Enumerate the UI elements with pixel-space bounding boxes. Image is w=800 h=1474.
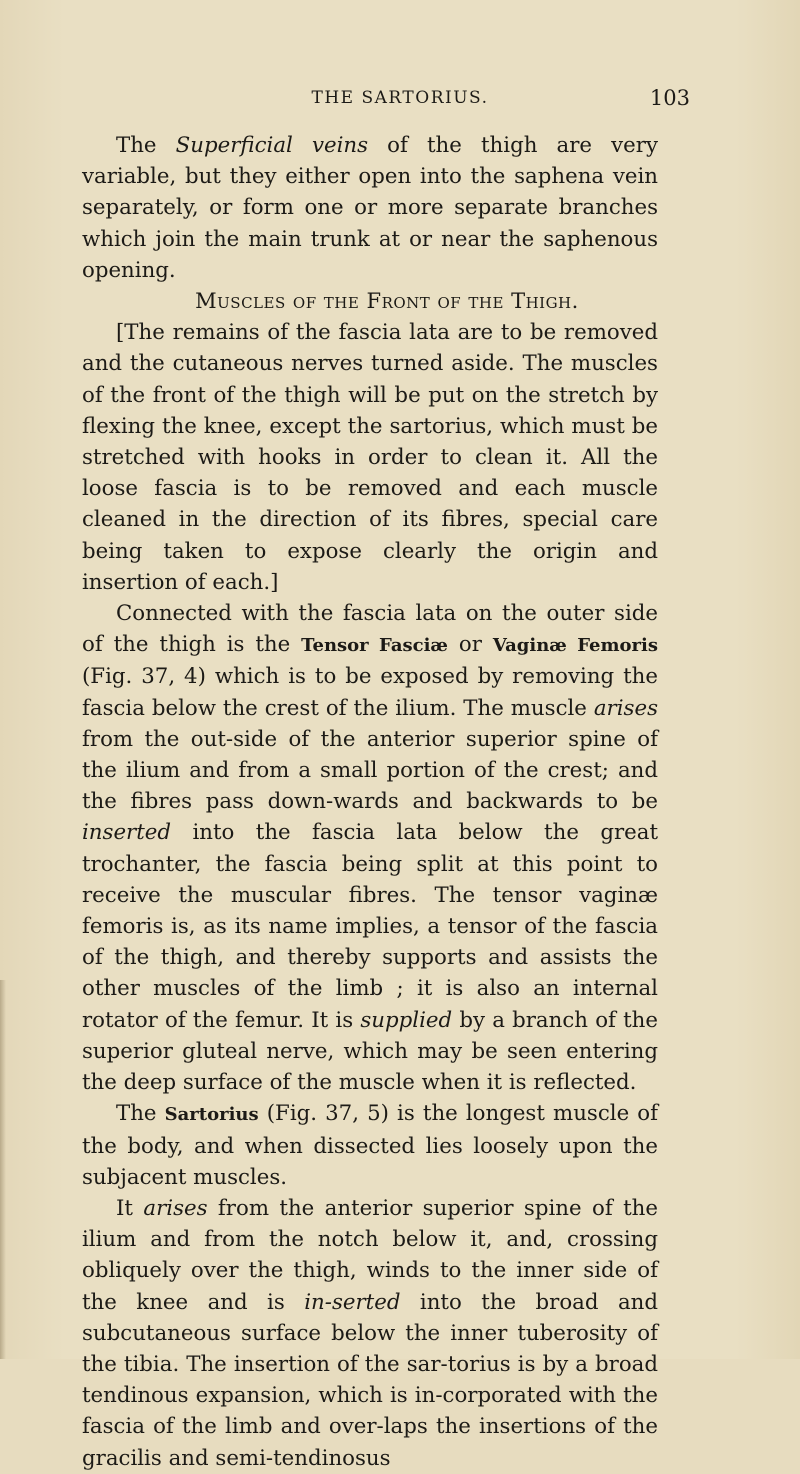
body-text: [82, 130, 658, 1474]
text-run: The: [116, 1101, 165, 1127]
paragraph-sartorius-origin: [82, 1193, 658, 1474]
page-header: [0, 86, 800, 116]
italic-term: in-serted: [304, 1289, 401, 1315]
text-run: from the anterior superior spine of the ilium and from the notch below it, and, crossing obliquely over the thigh, winds to the inner side of the knee and is: [82, 1195, 658, 1315]
bold-term: Tensor Fasciæ: [301, 635, 448, 657]
paragraph-superficial-veins: [82, 130, 658, 286]
text-run: or: [448, 632, 493, 658]
italic-term: arises: [593, 695, 658, 721]
page-edge-shadow: [0, 980, 6, 1359]
text-run: [The remains of the fascia lata are to be removed and the cutaneous nerves turned aside. The muscles of the front of the thigh will be put on the stretch by flexing the knee, except the sartorius, which must be stretched with hooks in order to clean it. All the loose fascia is to be removed and each muscle cleaned in the direction of its fibres, special care being taken to expose clearly the origin and insertion of each.]: [82, 320, 658, 595]
text-run: (Fig. 37, 5) is the longest muscle of the body, and when dissected lies loosely upon the subjacent muscles.: [82, 1101, 658, 1190]
italic-term: inserted: [82, 820, 172, 846]
bold-term: Sartorius: [164, 1104, 259, 1126]
text-run: into the broad and subcutaneous surface below the inner tuberosity of the tibia. The insertion of the sar-torius is by a broad tendinous expansion, which is in-corporated with the fascia of the limb and over-laps the insertions of the gracilis and semi-tendinosus: [82, 1289, 658, 1471]
text-run: It: [116, 1195, 144, 1221]
paragraph-tensor-fasciae: [82, 598, 658, 1098]
text-run: The: [116, 133, 176, 158]
text-run: (Fig. 37, 4) which is to be exposed by removing the fascia below the crest of the ilium. The muscle: [82, 664, 658, 721]
section-heading: Muscles of the Front of the Thigh.: [195, 289, 579, 314]
text-run: of the thigh are very variable, but they either open into the saphena vein separately, or form one or more separate branches which join the main trunk at or near the saphenous opening.: [82, 133, 658, 283]
paragraph-dissection-instructions: [82, 317, 658, 598]
running-head: THE SARTORIUS.: [311, 88, 489, 108]
text-run: from the out-side of the anterior superior spine of the ilium and from a small portion of the crest; and the fibres pass down-wards and backwards to be: [82, 726, 658, 815]
bold-term: Vaginæ Femoris: [492, 635, 659, 657]
text-run: into the fascia lata below the great trochanter, the fascia being split at this point to receive the muscular fibres. The tensor vaginæ femoris is, as its name implies, a tensor of the fascia of the thigh, and thereby supports and assists the other muscles of the limb ; it is also an internal rotator of the femur. It is: [82, 820, 658, 1033]
paragraph-sartorius: [82, 1098, 658, 1193]
text-run: by a branch of the superior gluteal nerve, which may be seen entering the deep surface of the muscle when it is reflected.: [82, 1007, 658, 1096]
italic-term: arises: [143, 1195, 208, 1221]
italic-term: supplied: [360, 1007, 453, 1033]
page-number: 103: [649, 86, 690, 110]
italic-term: Superficial veins: [175, 133, 369, 158]
text-run: Connected with the fascia lata on the outer side of the thigh is the: [82, 601, 658, 658]
